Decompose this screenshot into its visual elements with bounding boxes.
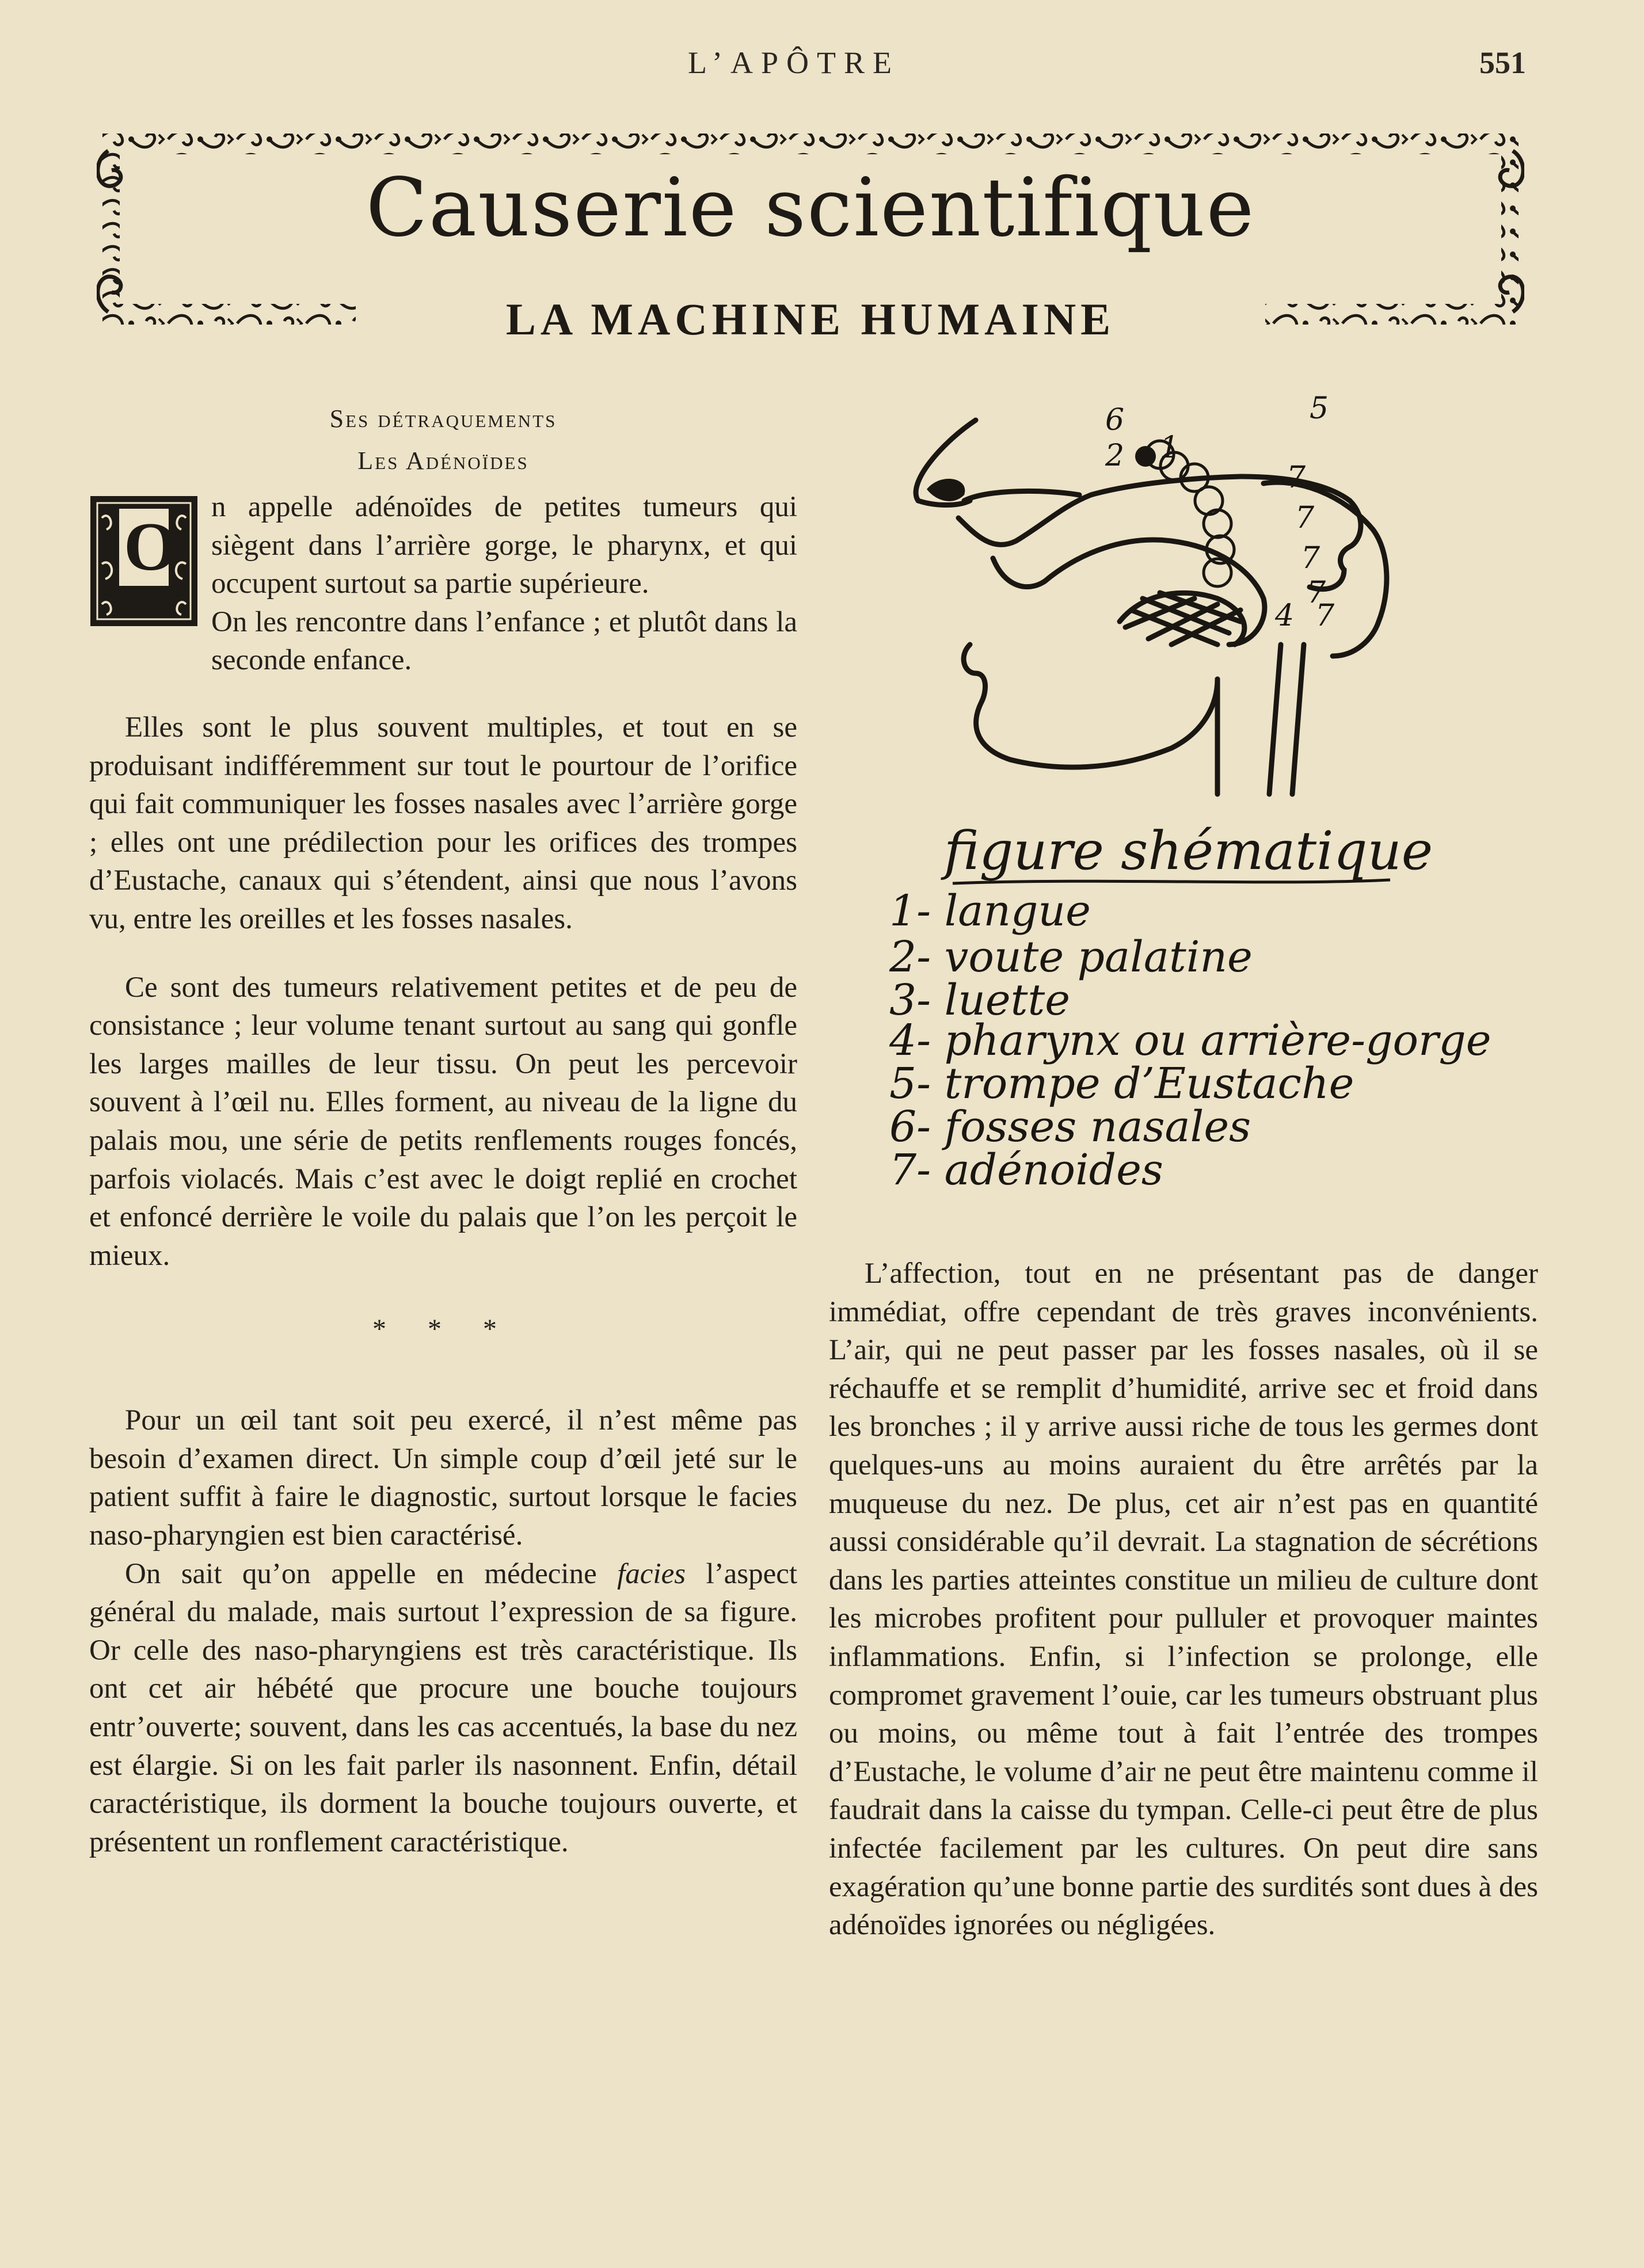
label-7: 7 — [1301, 541, 1320, 575]
left-column — [89, 397, 797, 1861]
header-title: Causerie scientifique — [366, 161, 1255, 255]
paragraph-text: On sait qu’on appelle en médecine — [125, 1557, 597, 1590]
anatomical-figure — [872, 391, 1523, 1220]
label-2: 2 — [1105, 439, 1125, 473]
label-7: 7 — [1287, 460, 1306, 495]
paragraph — [89, 1555, 797, 1862]
head-cross-section-diagram — [872, 403, 1523, 817]
asterism: * * * — [372, 1314, 514, 1345]
right-column — [829, 1255, 1538, 1945]
paragraph: Pour un œil tant soit peu exercé, il n’est même pas besoin d’examen direct. Un simple coup d’œil jeté sur le patient suffit à faire le diagnostic, surtout lorsque le facies naso-pharyngien est bien caractérisé. — [89, 1404, 797, 1552]
running-head — [0, 45, 1644, 85]
header-banner — [97, 128, 1524, 353]
legend-item: 3- luette — [889, 975, 1070, 1025]
label-7: 7 — [1307, 575, 1326, 610]
paragraph-text: l’aspect général du malade, mais surtout l’expression de sa figure. Or celle des naso-pharyngiens est très caractéristique. Ils ont cet air hébété que procure une bouche toujours entr’ouverte; souvent, dans les cas accentués, la base du nez est élargie. Si on les fait parler ils nasonnent. Enfin, détail caractéristique, ils dorment la bouche toujours ouverte, et présentent un ronflement caractéristique. — [89, 1557, 798, 1858]
label-7: 7 — [1315, 599, 1335, 633]
paragraph: Ce sont des tumeurs relativement petites et de peu de consistance ; leur volume tenant surtout au sang qui gonfle les larges mailles de leur tissu. On peut les percevoir souvent à l’œil nu. Elles forment, au niveau de la ligne du palais mou, une série de petits renflements rouges foncés, parfois violacés. Mais c’est avec le doigt replié en crochet et enfoncé derrière le voile du palais que l’on les perçoit le mieux. — [89, 971, 797, 1272]
label-5: 5 — [1310, 391, 1329, 426]
paragraph: L’affection, tout en ne présentant pas de danger immédiat, offre cependant de très graves inconvénients. L’air, qui ne peut passer par les fosses nasales, où il se réchauffe et se remplit d’humidité, arrive sec et froid dans les bronches ; il y arrive aussi riche de tous les germes dont quelques-uns au moins auraient du être arrêtés par la muqueuse du nez. De plus, cet air n’est pas en quantité aussi considérable qu’il devrait. La stagnation de sécrétions dans les parties atteintes constitue un milieu de culture dont les microbes profitent pour pulluler et provoquer maintes inflammations. Enfin, si l’infection se prolonge, elle compromet gravement l’ouie, car les tumeurs obstruant plus ou moins, ou même tout à fait l’entrée des trompes d’Eustache, le volume d’air ne peut être maintenu comme il faudrait dans la caisse du tympan. Celle-ci peut être de plus infectée facilement par les cultures. On peut dire sans exagération qu’une bonne partie des surdités sont dues à des adénoïdes ignorées ou négligées. — [829, 1257, 1538, 1942]
figure-caption: figure shématique — [944, 820, 1433, 882]
drop-cap — [89, 495, 199, 627]
section-heading: Ses détraquements — [329, 405, 557, 433]
label-6: 6 — [1105, 403, 1125, 437]
running-title: L’APÔTRE — [688, 45, 900, 80]
italic-term: facies — [617, 1557, 686, 1590]
legend-item: 1- langue — [889, 886, 1091, 936]
label-1: 1 — [1160, 430, 1179, 465]
drop-cap-letter: O — [124, 508, 178, 585]
paragraph: On les rencontre dans l’enfance ; et plutôt dans la seconde enfance. — [211, 605, 797, 677]
paragraph: Elles sont le plus souvent multiples, et tout en se produisant indifféremment sur tout le pourtour de l’orifice qui fait communiquer les fosses nasales avec l’arrière gorge ; elles ont une prédilection pour les orifices des trompes d’Eustache, canaux qui s’étendent, ainsi que nous l’avons vu, entre les oreilles et les fosses nasales. — [89, 711, 797, 935]
legend-item: 2- voute palatine — [889, 932, 1253, 982]
legend-item: 4- pharynx ou arrière-gorge — [889, 1016, 1491, 1065]
label-7: 7 — [1295, 501, 1315, 535]
legend-item: 7- adénoides — [889, 1145, 1163, 1195]
legend-item: 6- fosses nasales — [889, 1102, 1251, 1152]
paragraph: n appelle adénoïdes de petites tumeurs qui siègent dans l’arrière gorge, le pharynx, et qui occupent surtout sa partie supérieure. — [211, 491, 797, 600]
legend-item: 5- trompe d’Eustache — [889, 1059, 1354, 1108]
section-subheading: Les Adénoïdes — [357, 447, 529, 475]
label-4: 4 — [1275, 599, 1295, 633]
page-number: 551 — [1479, 45, 1526, 80]
opening-paragraph — [89, 488, 797, 680]
header-subtitle: LA MACHINE HUMAINE — [436, 293, 1185, 345]
